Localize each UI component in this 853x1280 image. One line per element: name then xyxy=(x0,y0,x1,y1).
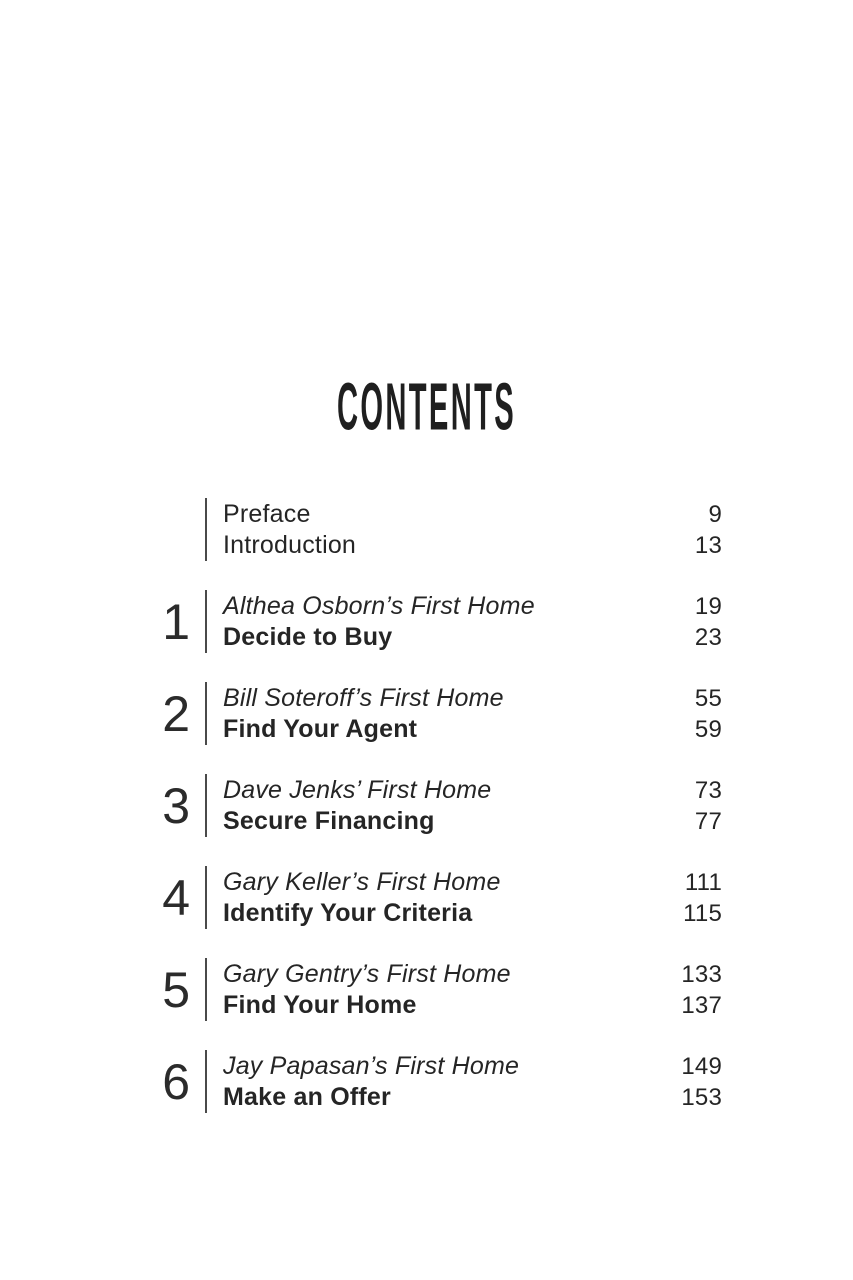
page-title xyxy=(0,372,853,443)
chapter-block-3 xyxy=(140,774,722,837)
toc-entry-chapter xyxy=(223,990,722,1021)
toc-entry-story xyxy=(223,683,722,714)
chapter-number: 1 xyxy=(162,593,190,650)
toc-page-number: 77 xyxy=(694,808,722,835)
toc-page-number: 59 xyxy=(694,716,722,743)
chapter-block-5 xyxy=(140,958,722,1021)
toc-entry-chapter xyxy=(223,898,722,929)
toc-page-number: 137 xyxy=(681,992,722,1019)
toc-entry-introduction xyxy=(223,530,722,561)
front-matter-number-spacer xyxy=(140,498,205,561)
chapter-block-1 xyxy=(140,590,722,653)
chapter-title: Find Your Agent xyxy=(223,715,418,743)
chapter-number: 2 xyxy=(162,685,190,742)
table-of-contents xyxy=(140,498,722,1142)
toc-page-number: 9 xyxy=(708,501,722,528)
chapter-story-title: Gary Keller’s First Home xyxy=(223,868,501,896)
contents-heading: CONTENTS xyxy=(336,370,517,445)
toc-page-number: 133 xyxy=(681,961,722,988)
chapter-number: 3 xyxy=(162,777,190,834)
toc-entry-story xyxy=(223,959,722,990)
toc-page-number: 153 xyxy=(681,1084,722,1111)
chapter-story-title: Althea Osborn’s First Home xyxy=(223,592,535,620)
toc-entry-story xyxy=(223,1051,722,1082)
toc-entry-preface xyxy=(223,499,722,530)
chapter-story-title: Gary Gentry’s First Home xyxy=(223,960,511,988)
toc-entry-story xyxy=(223,591,722,622)
chapter-number: 6 xyxy=(162,1053,190,1110)
chapter-story-title: Jay Papasan’s First Home xyxy=(223,1052,520,1080)
chapter-title: Decide to Buy xyxy=(223,623,393,651)
chapter-story-title: Dave Jenks’ First Home xyxy=(223,776,492,804)
toc-entry-label: Preface xyxy=(223,500,311,528)
toc-entry-chapter xyxy=(223,806,722,837)
chapter-title: Make an Offer xyxy=(223,1083,391,1111)
toc-entry-story xyxy=(223,775,722,806)
toc-entry-chapter xyxy=(223,714,722,745)
toc-page-number: 19 xyxy=(694,593,722,620)
toc-entry-chapter xyxy=(223,1082,722,1113)
chapter-number: 5 xyxy=(162,961,190,1018)
toc-page-number: 115 xyxy=(683,900,722,927)
toc-page-number: 55 xyxy=(694,685,722,712)
toc-entry-story xyxy=(223,867,722,898)
toc-entry-label: Introduction xyxy=(223,531,357,559)
chapter-title: Find Your Home xyxy=(223,991,417,1019)
front-matter-block xyxy=(140,498,722,561)
toc-page-number: 149 xyxy=(681,1053,722,1080)
chapter-number: 4 xyxy=(162,869,190,926)
chapter-title: Secure Financing xyxy=(223,807,435,835)
toc-page-number: 13 xyxy=(694,532,722,559)
toc-page-number: 23 xyxy=(694,624,722,651)
toc-page-number: 111 xyxy=(684,869,722,896)
chapter-block-6 xyxy=(140,1050,722,1113)
chapter-title: Identify Your Criteria xyxy=(223,899,473,927)
chapter-block-2 xyxy=(140,682,722,745)
toc-entry-chapter xyxy=(223,622,722,653)
chapter-story-title: Bill Soteroff’s First Home xyxy=(223,684,504,712)
chapter-block-4 xyxy=(140,866,722,929)
toc-page-number: 73 xyxy=(694,777,722,804)
